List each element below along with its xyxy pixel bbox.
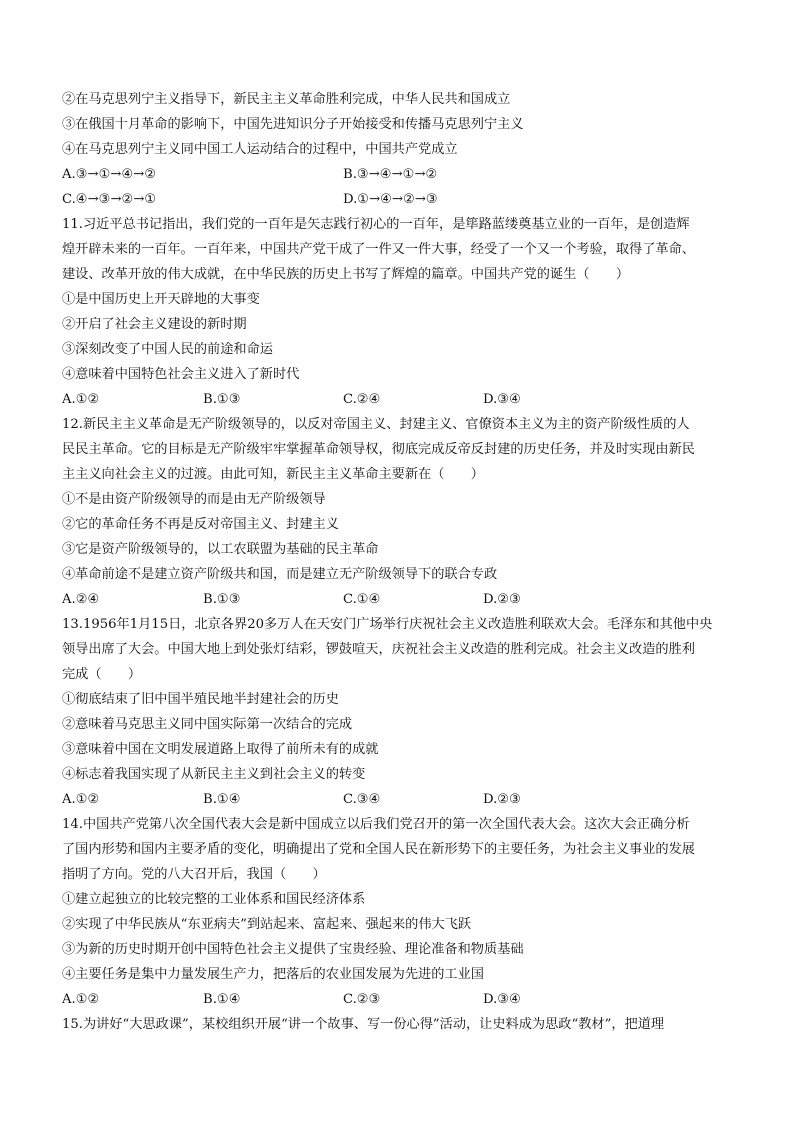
q12-option-b: B.①③	[203, 592, 241, 607]
q14-option-a: A.①②	[62, 992, 100, 1007]
q11-stem-line-3: 建设、改革开放的伟大成就，在中华民族的历史上书写了辉煌的篇章。中国共产党的诞生（ ）	[62, 267, 630, 282]
q12-option-d: D.②③	[483, 592, 521, 607]
q12-item-4: ④革命前途不是建立资产阶级共和国，而是建立无产阶级领导下的联合专政	[62, 567, 498, 582]
q13-option-d: D.②③	[483, 792, 521, 807]
q14-option-c: C.②③	[343, 992, 381, 1007]
q12-option-a: A.②④	[62, 592, 100, 607]
q10-item-4: ④在马克思列宁主义同中国工人运动结合的过程中，中国共产党成立	[62, 142, 458, 157]
q11-option-a: A.①②	[62, 392, 100, 407]
q13-stem-line-3: 完成（ ）	[62, 667, 142, 682]
q13-item-1: ①彻底结束了旧中国半殖民地半封建社会的历史	[62, 692, 339, 707]
q10-option-d: D.①→④→②→③	[343, 192, 438, 207]
q10-item-3: ③在俄国十月革命的影响下，中国先进知识分子开始接受和传播马克思列宁主义	[62, 117, 524, 132]
q13-item-4: ④标志着我国实现了从新民主主义到社会主义的转变	[62, 767, 366, 782]
q11-item-3: ③深刻改变了中国人民的前途和命运	[62, 342, 273, 357]
q10-option-a: A.③→①→④→②	[62, 167, 157, 182]
q10-item-2: ②在马克思列宁主义指导下，新民主主义革命胜利完成，中华人民共和国成立	[62, 92, 511, 107]
q12-item-2: ②它的革命任务不再是反对帝国主义、封建主义	[62, 517, 339, 532]
q14-item-4: ④主要任务是集中力量发展生产力，把落后的农业国发展为先进的工业国	[62, 967, 484, 982]
q11-item-2: ②开启了社会主义建设的新时期	[62, 317, 247, 332]
q13-option-b: B.①④	[203, 792, 241, 807]
q12-stem-line-3: 主主义向社会主义的过渡。由此可知，新民主主义革命主要新在（ ）	[62, 467, 484, 482]
q11-option-b: B.①③	[203, 392, 241, 407]
q11-stem-line-1: 11.习近平总书记指出，我们党的一百年是矢志践行初心的一百年，是筚路蓝缕奠基立业的一百年，是创造辉	[62, 217, 690, 232]
q13-stem-line-1: 13.1956年1月15日，北京各界20多万人在天安门广场举行庆祝社会主义改造胜利联欢大会。毛泽东和其他中央	[62, 617, 713, 632]
q14-item-2: ②实现了中华民族从“东亚病夫”到站起来、富起来、强起来的伟大飞跃	[62, 917, 472, 932]
q14-stem-line-1: 14.中国共产党第八次全国代表大会是新中国成立以后我们党召开的第一次全国代表大会。这次大会正确分析	[62, 817, 690, 832]
q10-option-c: C.④→③→②→①	[62, 192, 157, 207]
q11-option-d: D.③④	[483, 392, 521, 407]
q14-stem-line-2: 了国内形势和国内主要矛盾的变化，明确提出了党和全国人民在新形势下的主要任务，为社会主义事业的发展	[62, 842, 695, 857]
q13-option-c: C.③④	[343, 792, 381, 807]
q11-item-1: ①是中国历史上开天辟地的大事变	[62, 292, 260, 307]
q12-option-c: C.①④	[343, 592, 381, 607]
q14-option-d: D.③④	[483, 992, 521, 1007]
q12-item-3: ③它是资产阶级领导的，以工农联盟为基础的民主革命	[62, 542, 379, 557]
q12-item-1: ①不是由资产阶级领导的而是由无产阶级领导	[62, 492, 326, 507]
q13-stem-line-2: 领导出席了大会。中国大地上到处张灯结彩，锣鼓喧天，庆祝社会主义改造的胜利完成。社会主义改造的胜利	[62, 642, 695, 657]
q13-item-2: ②意味着马克思主义同中国实际第一次结合的完成	[62, 717, 353, 732]
q13-item-3: ③意味着中国在文明发展道路上取得了前所未有的成就	[62, 742, 379, 757]
q12-stem-line-1: 12.新民主主义革命是无产阶级领导的，以反对帝国主义、封建主义、官僚资本主义为主的资产阶级性质的人	[62, 417, 690, 432]
q12-stem-line-2: 民民主革命。它的目标是无产阶级牢牢掌握革命领导权，彻底完成反帝反封建的历史任务，并及时实现由新民	[62, 442, 695, 457]
q11-item-4: ④意味着中国特色社会主义进入了新时代	[62, 367, 300, 382]
q14-stem-line-3: 指明了方向。党的八大召开后，我国（ ）	[62, 867, 326, 882]
q14-item-1: ①建立起独立的比较完整的工业体系和国民经济体系	[62, 892, 366, 907]
q11-option-c: C.②④	[343, 392, 381, 407]
q14-item-3: ③为新的历史时期开创中国特色社会主义提供了宝贵经验、理论准备和物质基础	[62, 942, 524, 957]
q10-option-b: B.③→④→①→②	[343, 167, 438, 182]
q14-option-b: B.①④	[203, 992, 241, 1007]
q11-stem-line-2: 煌开辟未来的一百年。一百年来，中国共产党干成了一件又一件大事，经受了一个又一个考验，取得了革命、	[62, 242, 695, 257]
q15-stem-line-1: 15.为讲好“大思政课”，某校组织开展“讲一个故事、写一份心得”活动，让史料成为思政“教材”，把道理	[62, 1017, 665, 1032]
q13-option-a: A.①②	[62, 792, 100, 807]
